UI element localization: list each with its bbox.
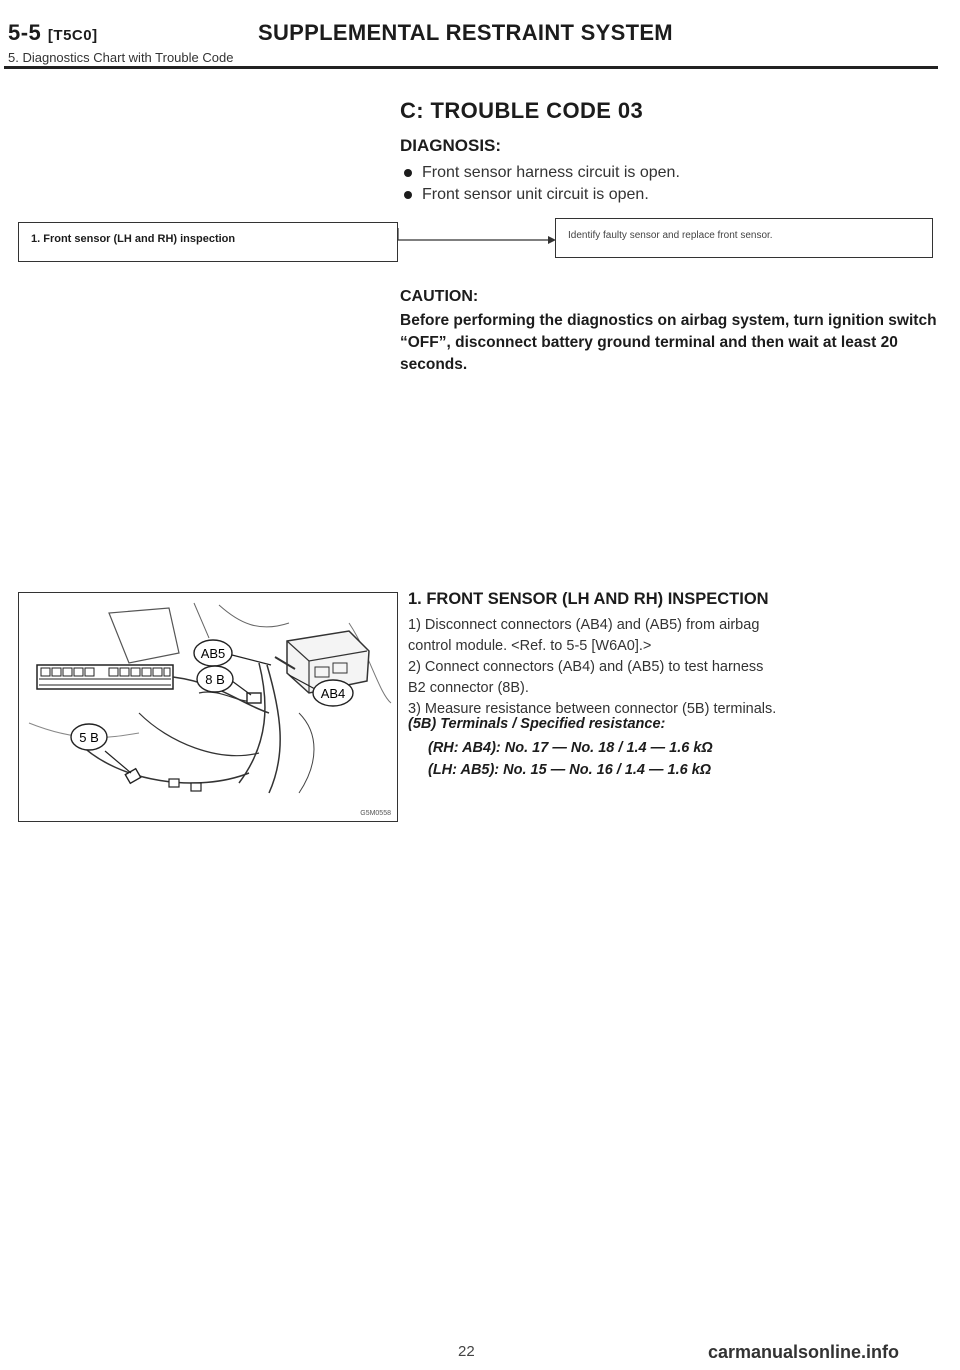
inspection-step-1b: control module. <Ref. to 5-5 [W6A0].> bbox=[408, 638, 652, 654]
section-code bbox=[8, 20, 98, 46]
spec-rh: (RH: AB4): No. 17 — No. 18 / 1.4 — 1.6 kΩ bbox=[428, 740, 713, 756]
section-tag: [T5C0] bbox=[47, 27, 98, 44]
harness-illustration bbox=[19, 593, 396, 820]
bullet-icon bbox=[404, 169, 412, 177]
section-number: 5-5 bbox=[8, 20, 42, 45]
connector-5b bbox=[37, 665, 173, 689]
connector-figure bbox=[18, 592, 398, 822]
page-title: SUPPLEMENTAL RESTRAINT SYSTEM bbox=[258, 20, 673, 45]
inspection-step-2b: B2 connector (8B). bbox=[408, 680, 529, 696]
diagnosis-item: Front sensor unit circuit is open. bbox=[404, 186, 649, 204]
watermark: carmanualsonline.info bbox=[708, 1342, 900, 1362]
diagnosis-item: Front sensor harness circuit is open. bbox=[404, 164, 680, 182]
page-number: 22 bbox=[458, 1343, 475, 1360]
page-subtitle: 5. Diagnostics Chart with Trouble Code bbox=[8, 50, 234, 65]
caution-label: CAUTION: bbox=[400, 288, 479, 305]
svg-text:5 B: 5 B bbox=[79, 730, 99, 745]
inspection-step-1a: 1) Disconnect connectors (AB4) and (AB5) from airbag bbox=[408, 617, 760, 633]
figure-code: G5M0558 bbox=[360, 810, 391, 817]
spec-label: (5B) Terminals / Specified resistance: bbox=[408, 716, 666, 732]
svg-text:AB4: AB4 bbox=[320, 686, 346, 701]
trouble-code-heading: C: TROUBLE CODE 03 bbox=[400, 98, 644, 123]
result-box: Identify faulty sensor and replace front sensor. bbox=[555, 218, 933, 258]
callout-8b bbox=[197, 666, 233, 692]
callout-5b bbox=[71, 724, 107, 750]
bullet-icon bbox=[404, 191, 412, 199]
step-box: 1. Front sensor (LH and RH) inspection bbox=[18, 222, 398, 262]
spec-lh: (LH: AB5): No. 15 — No. 16 / 1.4 — 1.6 kΩ bbox=[428, 762, 712, 778]
callout-ab4 bbox=[313, 680, 353, 706]
flow-arrow bbox=[398, 224, 558, 248]
header-rule bbox=[4, 66, 938, 69]
inspection-heading: 1. FRONT SENSOR (LH AND RH) INSPECTION bbox=[408, 590, 769, 608]
inspection-step-2a: 2) Connect connectors (AB4) and (AB5) to test harness bbox=[408, 659, 764, 675]
caution-text: Before performing the diagnostics on airbag system, turn ignition switch “OFF”, disconnect battery ground terminal and then wait at least 20 seconds. bbox=[400, 312, 937, 373]
diagnosis-label: DIAGNOSIS: bbox=[400, 136, 502, 155]
callout-ab5 bbox=[194, 640, 232, 666]
svg-text:8 B: 8 B bbox=[205, 672, 225, 687]
svg-text:AB5: AB5 bbox=[200, 646, 226, 661]
inspection-step-3: 3) Measure resistance between connector (5B) terminals. bbox=[408, 701, 777, 717]
